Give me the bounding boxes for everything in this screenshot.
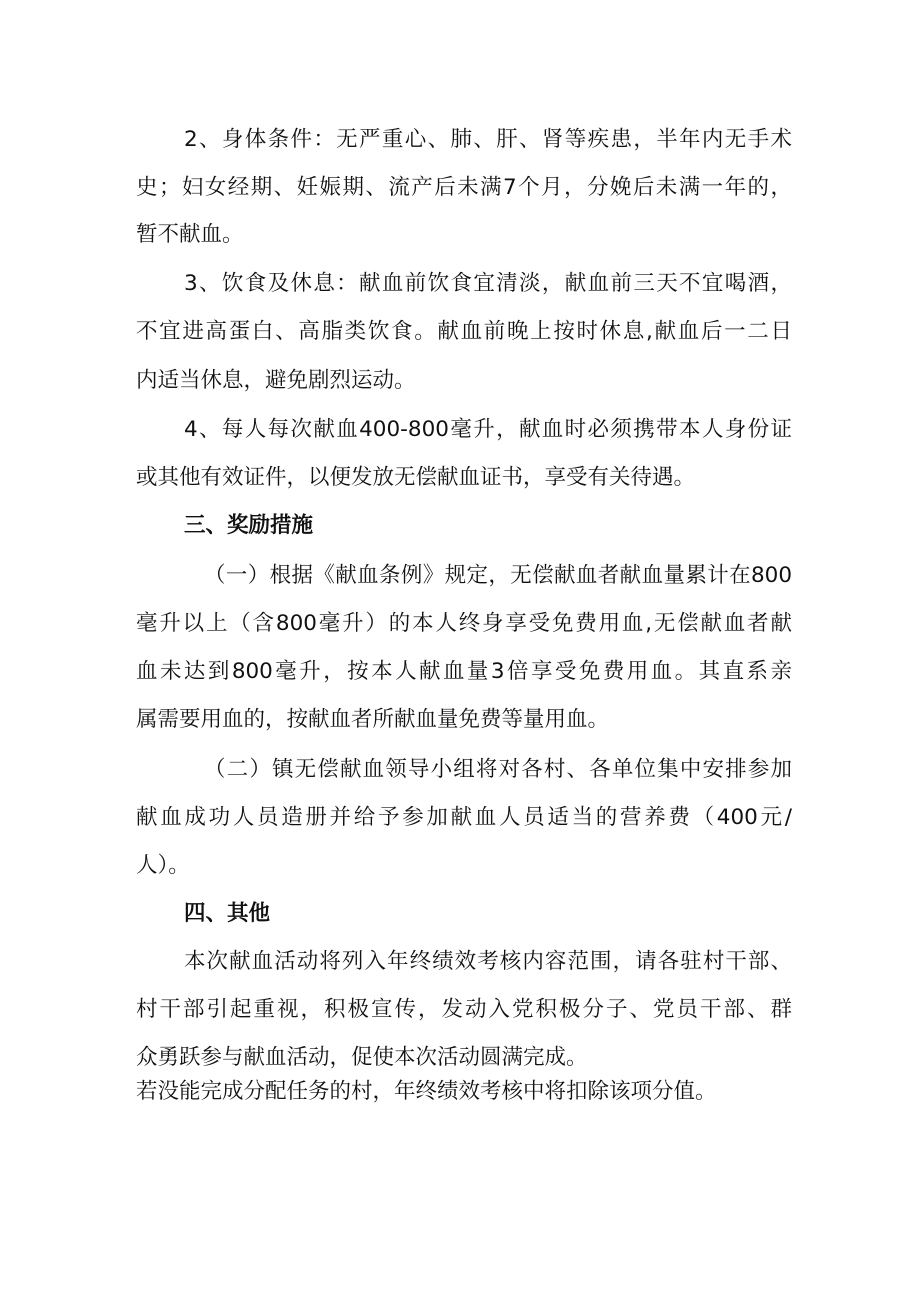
- other-line1: 本次献血活动将列入年终绩效考核内容范围，请各驻村干部、: [184, 949, 792, 974]
- reward1-line4: 属需要用血的，按献血者所献血量免费等量用血。: [136, 707, 610, 732]
- item2-line3: 暂不献血。: [136, 222, 244, 247]
- reward2-line2: 献血成功人员造册并给予参加献血人员适当的营养费（400元/: [136, 805, 792, 830]
- reward2-line3: 人）。: [136, 853, 190, 878]
- reward1-line3: 血未达到800毫升，按本人献血量3倍享受免费用血。其直系亲: [136, 659, 792, 684]
- item4-line2: 或其他有效证件，以便发放无偿献血证书，享受有关待遇。: [136, 465, 696, 490]
- reward1-line1: （一）根据《献血条例》规定，无偿献血者献血量累计在800: [204, 563, 792, 588]
- other-line2: 村干部引起重视，积极宣传，发动入党积极分子、党员干部、群: [136, 997, 792, 1022]
- reward2-line1: （二）镇无偿献血领导小组将对各村、各单位集中安排参加: [204, 757, 792, 782]
- item2-line1: 2、身体条件：无严重心、肺、肝、肾等疾患，半年内无手术: [184, 127, 792, 152]
- heading-rewards: 三、奖励措施: [184, 513, 314, 538]
- heading-other: 四、其他: [184, 901, 271, 926]
- final-note: 若没能完成分配任务的村，年终绩效考核中将扣除该项分值。: [136, 1079, 717, 1104]
- item4-line1: 4、每人每次献血400-800毫升，献血时必须携带本人身份证: [184, 417, 792, 442]
- item3-line3: 内适当休息，避免剧烈运动。: [136, 368, 416, 393]
- item2-line2: 史；妇女经期、妊娠期、流产后未满7个月，分娩后未满一年的，: [136, 175, 792, 200]
- reward1-line2: 毫升以上（含800毫升）的本人终身享受免费用血,无偿献血者献: [136, 611, 792, 636]
- item3-line2: 不宜进高蛋白、高脂类饮食。献血前晚上按时休息,献血后一二日: [136, 319, 792, 344]
- other-line3: 众勇跃参与献血活动，促使本次活动圆满完成。: [136, 1045, 588, 1070]
- item3-line1: 3、饮食及休息：献血前饮食宜清淡，献血前三天不宜喝酒，: [184, 271, 792, 296]
